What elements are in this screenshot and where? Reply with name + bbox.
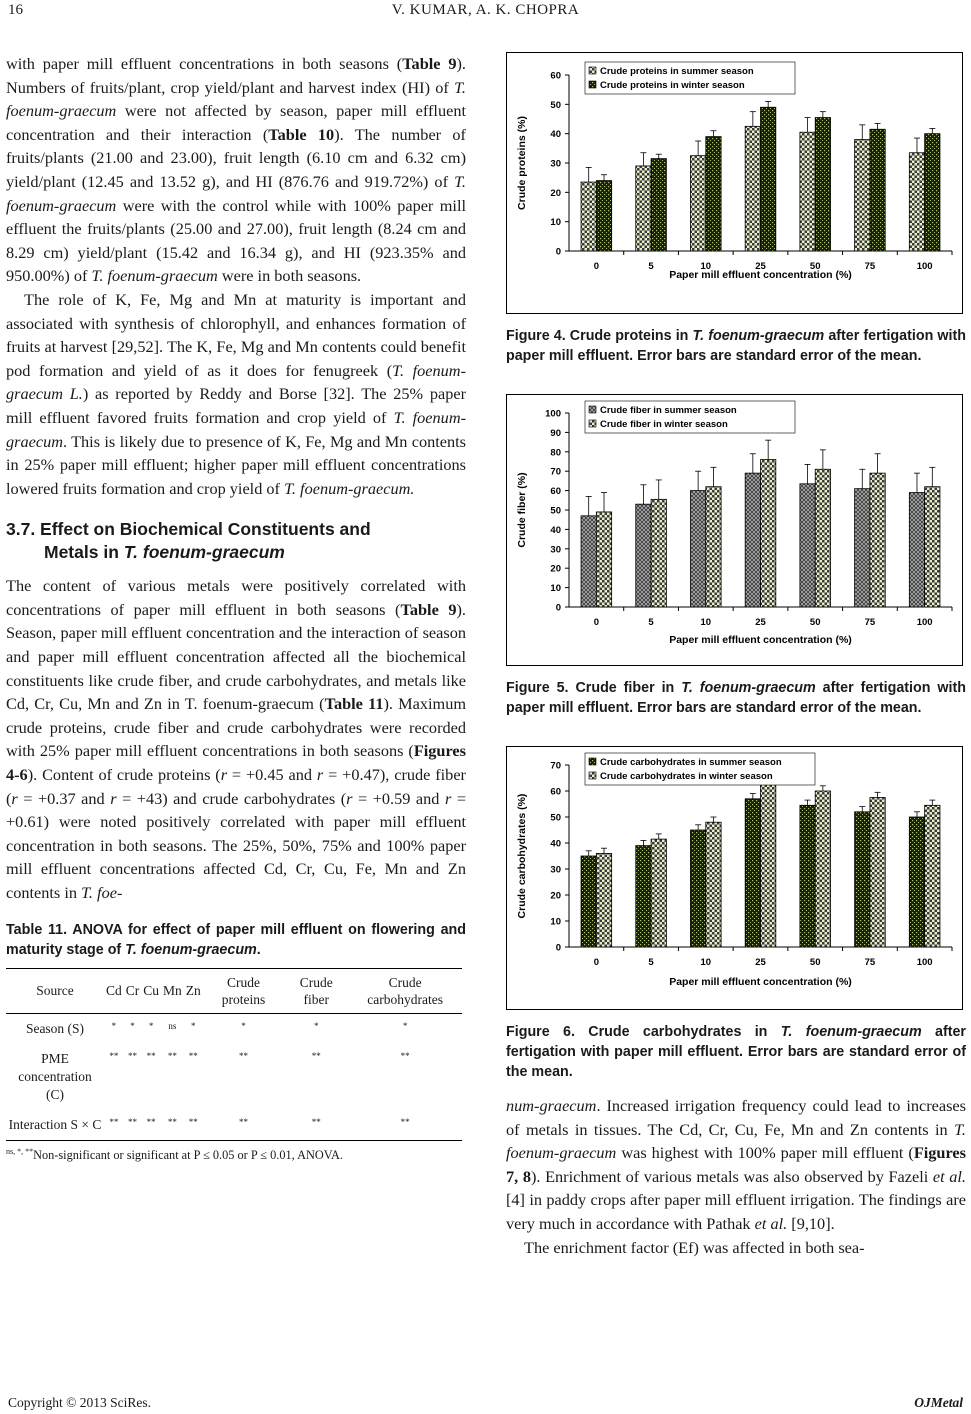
table-header-cell: Crude carbohydrates xyxy=(367,974,443,1007)
significance-cell: ** xyxy=(128,1116,138,1127)
bar xyxy=(636,846,651,947)
bar xyxy=(690,156,705,251)
legend-swatch xyxy=(589,67,596,74)
bar xyxy=(761,107,776,251)
legend-label: Crude fiber in winter season xyxy=(600,419,728,430)
copyright: Copyright © 2013 SciRes. xyxy=(8,1395,152,1410)
table-header-cell: Crude proteins xyxy=(221,974,266,1007)
significance-cell: ** xyxy=(400,1116,410,1127)
significance-cell: ** xyxy=(146,1050,156,1061)
paragraph-fruits: with paper mill effluent concentrations in both seasons (Table 9). Numbers of fruits/plant, crop yield/plant and harvest index (HI) of T. foenum-graecum were not affected by season, paper mill effluent concentration and their interaction (Table 10). The number of fruits/plants (21.00 and 23.00), fruit length (6.10 cm and 6.32 cm) yield/plant (12.45 and 13.52 g), and HI (876.76 and 919.72%) of T. foenum-graecum were with the control while with 100% paper mill effluent the fruits/plants (25.00 and 27.00), fruit length (8.24 cm and 8.29 cm) yield/plant (15.42 and 16.34 g), and HI (923.35% and 950.00%) of T. foenum-graecum were in both seasons. xyxy=(6,54,466,286)
significance-cell: ** xyxy=(188,1050,198,1061)
significance-cell: * xyxy=(148,1020,154,1031)
y-tick-label: 70 xyxy=(550,466,561,478)
bar xyxy=(870,473,885,607)
page-number: 16 xyxy=(8,2,23,18)
table9-ref-2[interactable]: Table 9 xyxy=(400,599,457,619)
y-tick-label: 40 xyxy=(550,129,561,141)
figure6-caption: Figure 6. Crude carbohydrates in T. foenum-graecum after fertigation with paper mill effluent. Error bars are standard error of the mean. xyxy=(506,1024,966,1080)
bar xyxy=(800,484,815,607)
bar xyxy=(706,822,721,947)
x-tick-label: 5 xyxy=(648,957,654,968)
bar xyxy=(909,493,924,607)
y-tick-label: 40 xyxy=(550,524,561,536)
figure5-caption: Figure 5. Crude fiber in T. foenum-graecum after fertigation with paper mill effluent. Error bars are standard error of the mean. xyxy=(506,680,966,716)
y-tick-label: 10 xyxy=(550,916,561,928)
table-header-cell: Cd xyxy=(106,983,122,999)
x-tick-label: 5 xyxy=(648,261,654,272)
bar xyxy=(815,469,830,607)
bar xyxy=(636,166,651,251)
bar xyxy=(581,856,596,947)
table-header-cell: Crude fiber xyxy=(299,974,333,1007)
legend-swatch xyxy=(589,81,596,88)
y-tick-label: 60 xyxy=(550,486,561,498)
bar xyxy=(706,137,721,251)
x-tick-label: 75 xyxy=(864,261,876,272)
table-header-cell: Source xyxy=(36,983,74,999)
bar xyxy=(909,817,924,947)
paragraph-biochemical: The content of various metals were positively correlated with concentrations of paper mill effluent in both seasons (Table 9). Season, paper mill effluent concentration and the interaction of season and paper mill effluent concentration affected all the biochemical constituents like crude fiber, and crude carbohydrates, and metals like Cd, Cr, Cu, Mn and Zn in T. foenum-graecum (Table 11). Maximum crude proteins, crude fiber and crude carbohydrates were recorded with 25% paper mill effluent concentrations in both seasons (Figures 4-6). Content of crude proteins (r = +0.45 and r = +0.47), crude fiber (r = +0.37 and r = +43) and crude carbohydrates (r = +0.59 and r = +0.61) were noted positively correlated with paper mill effluent concentration in both seasons. The 25%, 50%, 75% and 100% paper mill effluent concentrations affected Cd, Cr, Cu, Fe, Mn and Zn contents in T. foe- xyxy=(6,576,467,902)
x-axis-label: Paper mill effluent concentration (%) xyxy=(669,976,852,988)
bar xyxy=(855,812,870,947)
bar xyxy=(745,473,760,607)
x-tick-label: 100 xyxy=(916,617,933,628)
bar xyxy=(581,516,596,607)
bar xyxy=(706,487,721,607)
table11-caption: Table 11. ANOVA for effect of paper mill effluent on flowering and maturity stage of T. foenum-graecum. xyxy=(6,921,466,958)
bar xyxy=(651,839,666,947)
y-tick-label: 80 xyxy=(550,447,561,459)
figure4-chart xyxy=(507,53,962,313)
source-cell: Season (S) xyxy=(25,1020,85,1036)
table-header-cell: Zn xyxy=(185,983,201,999)
y-tick-label: 20 xyxy=(550,563,561,575)
y-tick-label: 30 xyxy=(550,544,561,556)
significance-cell: ** xyxy=(109,1050,119,1061)
bar xyxy=(690,830,705,947)
bar xyxy=(761,460,776,607)
bar xyxy=(925,134,940,251)
x-tick-label: 50 xyxy=(809,617,821,628)
x-tick-label: 0 xyxy=(593,261,600,272)
running-authors: V. KUMAR, A. K. CHOPRA xyxy=(391,2,580,18)
y-axis-label: Crude fiber (%) xyxy=(516,472,528,548)
left-column xyxy=(6,52,466,1163)
paragraph-metals: num-graecum. Increased irrigation frequency could lead to increases of metals in tissues. The Cd, Cr, Cu, Fe, Mn and Zn contents in T. foenum-graecum was highest with 100% paper mill effluent (Figures 7, 8). Enrichment of various metals was also observed by Fazeli et al. [4] in paddy crops after paper mill effluent irrigation. The findings are very much in accordance with Pathak et al. [9,10]. xyxy=(506,1096,967,1233)
table-row xyxy=(6,1013,462,1044)
anova-table xyxy=(6,968,462,1141)
bar xyxy=(800,805,815,947)
bar xyxy=(761,785,776,948)
significance-cell: * xyxy=(314,1020,319,1031)
table10-ref[interactable]: Table 10 xyxy=(268,124,335,144)
bar xyxy=(925,487,940,607)
y-tick-label: 20 xyxy=(550,890,561,902)
bar xyxy=(815,791,830,947)
bar xyxy=(596,853,611,947)
legend-swatch xyxy=(589,420,596,427)
y-tick-label: 60 xyxy=(550,786,561,798)
y-tick-label: 30 xyxy=(550,864,561,876)
significance-cell: * xyxy=(402,1020,408,1031)
x-tick-label: 100 xyxy=(916,261,933,272)
x-tick-label: 100 xyxy=(916,957,933,968)
x-tick-label: 75 xyxy=(864,617,876,628)
y-tick-label: 40 xyxy=(550,838,561,850)
figures-4-6-ref[interactable]: Figures 4-6 xyxy=(6,741,466,785)
y-tick-label: 20 xyxy=(550,187,561,199)
y-tick-label: 0 xyxy=(555,246,561,258)
table11-ref[interactable]: Table 11 xyxy=(324,694,384,714)
table-header-cell: Cr xyxy=(125,983,140,999)
x-tick-label: 75 xyxy=(864,957,876,968)
legend-label: Crude fiber in summer season xyxy=(600,405,737,416)
significance-cell: ** xyxy=(167,1050,177,1061)
significance-cell: ** xyxy=(167,1116,177,1127)
bar xyxy=(596,181,611,251)
y-axis-label: Crude proteins (%) xyxy=(516,116,528,210)
significance-cell: * xyxy=(130,1020,135,1031)
bar xyxy=(745,126,760,251)
legend-label: Crude proteins in summer season xyxy=(600,66,754,77)
y-tick-label: 50 xyxy=(550,505,561,517)
legend-label: Crude proteins in winter season xyxy=(600,80,745,91)
table9-ref[interactable]: Table 9 xyxy=(402,54,457,73)
y-tick-label: 0 xyxy=(555,942,561,954)
table11-footnote: $^{ns, *, **}$Non-significant or significant at P ≤ 0.05 or P ≤ 0.01, ANOVA. xyxy=(6,1146,343,1162)
significance-cell: * xyxy=(241,1020,246,1031)
x-tick-label: 10 xyxy=(700,261,712,272)
significance-cell: ** xyxy=(128,1050,138,1061)
legend-swatch xyxy=(589,406,596,413)
source-cell: Interaction S × C xyxy=(8,1116,102,1132)
significance-cell: ** xyxy=(146,1116,156,1127)
y-tick-label: 50 xyxy=(550,99,561,111)
right-column xyxy=(506,52,966,1259)
y-tick-label: 0 xyxy=(555,602,561,614)
bar xyxy=(815,118,830,251)
figures-7-8-ref[interactable]: Figures 7, 8 xyxy=(506,1143,966,1186)
y-tick-label: 90 xyxy=(550,427,561,439)
bar xyxy=(581,182,596,251)
table-row xyxy=(6,1044,462,1110)
y-tick-label: 30 xyxy=(550,158,561,170)
legend-label: Crude carbohydrates in summer season xyxy=(600,757,782,768)
significance-cell: ** xyxy=(311,1050,321,1061)
paragraph-enrichment: The enrichment factor (Ef) was affected in both sea- xyxy=(524,1237,865,1257)
section-heading-3-7: 3.7. Effect on Biochemical Constituents and Metals in T. foenum-graecum xyxy=(6,519,371,563)
figure4-box xyxy=(506,52,963,314)
y-tick-label: 60 xyxy=(550,70,561,82)
significance-cell: ** xyxy=(239,1050,249,1061)
x-tick-label: 25 xyxy=(755,617,766,628)
bar xyxy=(925,805,940,947)
bar xyxy=(870,798,885,948)
significance-cell: * xyxy=(111,1020,117,1031)
y-tick-label: 100 xyxy=(545,408,561,420)
figure4-caption: Figure 4. Crude proteins in T. foenum-graecum after fertigation with paper mill effluent. Error bars are standard error of the mean. xyxy=(506,328,966,364)
legend-label: Crude carbohydrates in winter season xyxy=(600,771,773,782)
bar xyxy=(651,159,666,251)
x-tick-label: 25 xyxy=(755,261,766,272)
significance-cell: ** xyxy=(311,1116,321,1127)
y-axis-label: Crude carbohydrates (%) xyxy=(516,793,528,919)
table-header-cell: Cu xyxy=(143,983,160,999)
x-tick-label: 5 xyxy=(648,617,654,628)
table-header-cell: Mn xyxy=(163,983,182,999)
figure6-box xyxy=(506,746,963,1010)
y-tick-label: 50 xyxy=(550,812,561,824)
x-axis-label: Paper mill effluent concentration (%) xyxy=(669,269,852,281)
bar xyxy=(870,129,885,251)
journal-name: OJMetal xyxy=(914,1395,963,1410)
running-head xyxy=(0,2,971,26)
figure6-chart xyxy=(507,747,962,1009)
legend-swatch xyxy=(589,772,596,779)
table-row xyxy=(6,1110,462,1141)
y-tick-label: 10 xyxy=(550,583,561,595)
bar xyxy=(800,132,815,251)
x-tick-label: 50 xyxy=(809,957,821,968)
significance-cell: ** xyxy=(239,1116,249,1127)
x-tick-label: 25 xyxy=(755,957,766,968)
bar xyxy=(596,512,611,607)
source-cell: PME concentration (C) xyxy=(18,1050,92,1102)
x-tick-label: 0 xyxy=(593,617,600,628)
significance-cell: ** xyxy=(188,1116,198,1127)
x-tick-label: 10 xyxy=(700,617,712,628)
bar xyxy=(855,489,870,607)
significance-cell: ** xyxy=(400,1050,410,1061)
bar xyxy=(690,491,705,607)
figure5-chart xyxy=(507,395,962,665)
y-tick-label: 70 xyxy=(550,760,561,772)
x-tick-label: 10 xyxy=(700,957,712,968)
bar xyxy=(745,799,760,947)
significance-cell: * xyxy=(191,1020,196,1031)
significance-cell: ** xyxy=(109,1116,119,1127)
bar xyxy=(651,499,666,607)
significance-cell: ns xyxy=(168,1020,177,1031)
legend-swatch xyxy=(589,758,596,765)
paragraph-minerals: The role of K, Fe, Mg and Mn at maturity is important and associated with synthesis of chlorophyll, and enhances formation of fruits at harvest [29,52]. The K, Fe, Mg and Mn contents could benefit pod formation and yield of as it does for fenugreek (T. foenum-graecum L.) as reported by Reddy and Borse [32]. The 25% paper mill effluent favored fruits formation and crop yield of T. foenum-graecum. This is likely due to presence of K, Fe, Mg and Mn contents in 25% paper mill effluent; higher paper mill effluent concentrations lowered fruits formation and crop yield of T. foenum-graecum. xyxy=(6,289,466,498)
x-axis-label: Paper mill effluent concentration (%) xyxy=(669,634,852,646)
bar xyxy=(909,153,924,251)
bar xyxy=(636,504,651,607)
figure5-box xyxy=(506,394,963,666)
x-tick-label: 50 xyxy=(809,261,821,272)
x-tick-label: 0 xyxy=(593,957,600,968)
y-tick-label: 10 xyxy=(550,217,561,229)
bar xyxy=(855,140,870,251)
